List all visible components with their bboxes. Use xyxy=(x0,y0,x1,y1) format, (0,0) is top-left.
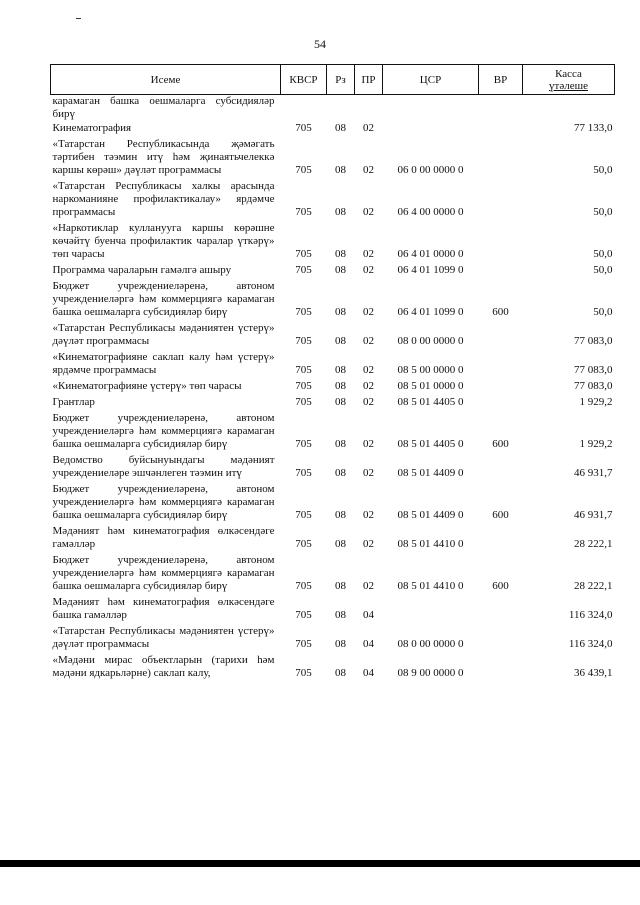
row-name: «Мәдәни мирас объектларын (тарихи һәм мәдәни ядкарьләрне) саклап калу, xyxy=(52,654,275,679)
row-name: Ведомство буйсынуындагы мәдәният учреждениеләре эшчәнлеген тәэмин итү xyxy=(52,454,275,479)
row-kvsr xyxy=(281,95,327,123)
row-csr: 06 4 00 0000 0 xyxy=(397,206,464,218)
row-pr: 04 xyxy=(363,667,374,679)
row-kvsr: 705 xyxy=(295,206,312,218)
row-csr: 08 5 01 4405 0 xyxy=(397,396,464,408)
header-kvsr: КВСР xyxy=(281,65,327,95)
row-csr: 08 5 01 4410 0 xyxy=(397,538,464,550)
row-name: «Татарстан Республикасында җәмәгать тәртибен тәэмин итү һәм җинаятьчелеккә каршы көрәш» дәүләт программасы xyxy=(52,138,275,176)
row-amount: 28 222,1 xyxy=(574,538,613,550)
row-rz: 08 xyxy=(335,248,346,260)
row-vr xyxy=(479,396,523,412)
row-kvsr: 705 xyxy=(295,638,312,650)
row-kvsr: 705 xyxy=(295,335,312,347)
row-amount: 46 931,7 xyxy=(574,467,613,479)
row-rz: 08 xyxy=(335,164,346,176)
row-pr: 02 xyxy=(363,335,374,347)
row-name: Бюджет учреждениеләренә, автоном учреждениеләргә һәм коммерциягә карамаган башка оешмаларга субсидияләр бирү xyxy=(52,554,275,592)
row-kvsr: 705 xyxy=(295,538,312,550)
row-rz: 08 xyxy=(335,335,346,347)
row-amount: 50,0 xyxy=(593,206,613,218)
row-kvsr: 705 xyxy=(295,609,312,621)
row-name: Кинематография xyxy=(52,122,132,134)
row-amount: 116 324,0 xyxy=(568,609,613,621)
row-amount: 77 083,0 xyxy=(574,380,613,392)
row-kvsr: 705 xyxy=(295,509,312,521)
row-kvsr: 705 xyxy=(295,396,312,408)
row-csr: 08 5 00 0000 0 xyxy=(397,364,464,376)
row-pr xyxy=(355,95,383,123)
row-amount: 50,0 xyxy=(593,248,613,260)
row-name: «Кинематографияне саклап калу һәм үстерү» ярдәмче программасы xyxy=(52,351,275,376)
row-pr: 02 xyxy=(363,122,374,134)
row-amount: 77 133,0 xyxy=(574,122,613,134)
row-pr: 02 xyxy=(363,380,374,392)
row-csr: 08 5 01 4410 0 xyxy=(397,580,464,592)
row-amount: 77 083,0 xyxy=(574,335,613,347)
row-rz: 08 xyxy=(335,264,346,276)
row-vr: 600 xyxy=(492,509,509,521)
row-amount: 28 222,1 xyxy=(574,580,613,592)
page-number: 54 xyxy=(314,37,326,51)
row-amount: 116 324,0 xyxy=(568,638,613,650)
row-rz: 08 xyxy=(335,206,346,218)
row-rz: 08 xyxy=(335,638,346,650)
table-row xyxy=(51,280,615,322)
table-row xyxy=(51,351,615,380)
table-row xyxy=(51,654,615,683)
row-pr: 02 xyxy=(363,396,374,408)
header-vr: ВР xyxy=(479,65,523,95)
row-csr: 08 5 01 4409 0 xyxy=(397,467,464,479)
row-amount: 50,0 xyxy=(593,264,613,276)
header-rz: Рз xyxy=(327,65,355,95)
table-row xyxy=(51,412,615,454)
row-rz: 08 xyxy=(335,396,346,408)
row-pr: 02 xyxy=(363,248,374,260)
row-csr xyxy=(383,596,479,625)
row-vr xyxy=(479,138,523,180)
row-rz xyxy=(327,95,355,123)
row-kvsr: 705 xyxy=(295,364,312,376)
scan-mark xyxy=(76,18,81,19)
row-name: «Наркотиклар кулланууга каршы көрәшне көчәйтү буенча профилактик чаралар үткәрү» төп чарасы xyxy=(52,222,275,260)
row-name: Бюджет учреждениеләренә, автоном учреждениеләргә һәм коммерциягә карамаган башка оешмаларга субсидияләр бирү xyxy=(52,280,275,318)
row-vr xyxy=(479,525,523,554)
table-row xyxy=(51,483,615,525)
row-vr xyxy=(479,625,523,654)
row-kvsr: 705 xyxy=(295,667,312,679)
header-kassa-line2: үтәлеше xyxy=(549,79,588,92)
header-kassa-line1: Касса xyxy=(555,67,582,80)
row-name: «Татарстан Республикасы мәдәниятен үстерү» дәүләт программасы xyxy=(52,625,275,650)
row-amount: 77 083,0 xyxy=(574,364,613,376)
row-vr: 600 xyxy=(492,306,509,318)
row-pr: 02 xyxy=(363,364,374,376)
row-name: Мәдәният һәм кинематография өлкәсендәге гамәлләр xyxy=(52,525,275,550)
row-kvsr: 705 xyxy=(295,164,312,176)
row-rz: 08 xyxy=(335,580,346,592)
row-rz: 08 xyxy=(335,509,346,521)
row-vr xyxy=(479,264,523,280)
row-kvsr: 705 xyxy=(295,264,312,276)
row-rz: 08 xyxy=(335,122,346,134)
table-row xyxy=(51,264,615,280)
row-rz: 08 xyxy=(335,609,346,621)
row-pr: 02 xyxy=(363,438,374,450)
row-kvsr: 705 xyxy=(295,248,312,260)
row-pr: 02 xyxy=(363,538,374,550)
scan-bottom-band xyxy=(0,860,640,867)
row-csr: 08 5 01 0000 0 xyxy=(397,380,464,392)
row-kvsr: 705 xyxy=(295,380,312,392)
table-row xyxy=(51,554,615,596)
row-name: Мәдәният һәм кинематография өлкәсендәге башка гамәлләр xyxy=(52,596,275,621)
row-csr: 06 4 01 1099 0 xyxy=(397,306,464,318)
row-pr: 02 xyxy=(363,509,374,521)
row-kvsr: 705 xyxy=(295,438,312,450)
row-amount: 50,0 xyxy=(593,306,613,318)
row-vr xyxy=(479,654,523,683)
row-name: «Татарстан Республикасы халкы арасында наркоманияне профилактикалау» ярдәмче программасы xyxy=(52,180,275,218)
row-vr xyxy=(479,95,523,123)
table-row xyxy=(51,322,615,351)
table-row xyxy=(51,138,615,180)
row-rz: 08 xyxy=(335,364,346,376)
table-row xyxy=(51,222,615,264)
row-vr xyxy=(479,454,523,483)
row-rz: 08 xyxy=(335,380,346,392)
row-amount: 46 931,7 xyxy=(574,509,613,521)
row-csr: 08 5 01 4405 0 xyxy=(397,438,464,450)
row-name: карамаган башка оешмаларга субсидияләр бирү xyxy=(52,95,275,120)
header-kassa xyxy=(523,65,615,95)
row-rz: 08 xyxy=(335,438,346,450)
row-rz: 08 xyxy=(335,467,346,479)
row-name: Бюджет учреждениеләренә, автоном учреждениеләргә һәм коммерциягә карамаган башка оешмаларга субсидияләр бирү xyxy=(52,412,275,450)
header-csr: ЦСР xyxy=(383,65,479,95)
row-csr: 06 4 01 0000 0 xyxy=(397,248,464,260)
row-rz: 08 xyxy=(335,538,346,550)
table-row xyxy=(51,596,615,625)
row-csr: 06 0 00 0000 0 xyxy=(397,164,464,176)
row-csr: 08 0 00 0000 0 xyxy=(397,335,464,347)
table-row xyxy=(51,95,615,123)
row-pr: 04 xyxy=(363,638,374,650)
row-vr xyxy=(479,380,523,396)
row-csr xyxy=(383,95,479,123)
row-pr: 02 xyxy=(363,206,374,218)
table-row xyxy=(51,380,615,396)
row-pr: 02 xyxy=(363,164,374,176)
row-vr: 600 xyxy=(492,580,509,592)
row-csr: 08 5 01 4409 0 xyxy=(397,509,464,521)
row-name: «Татарстан Республикасы мәдәниятен үстерү» дәүләт программасы xyxy=(52,322,275,347)
row-name: Бюджет учреждениеләренә, автоном учреждениеләргә һәм коммерциягә карамаган башка оешмаларга субсидияләр бирү xyxy=(52,483,275,521)
row-csr: 08 9 00 0000 0 xyxy=(397,667,464,679)
row-kvsr: 705 xyxy=(295,580,312,592)
header-pr: ПР xyxy=(355,65,383,95)
table-row xyxy=(51,454,615,483)
row-vr xyxy=(479,351,523,380)
table-row xyxy=(51,396,615,412)
table-row xyxy=(51,525,615,554)
budget-table xyxy=(50,64,615,683)
row-rz: 08 xyxy=(335,667,346,679)
row-name: «Кинематографияне үстерү» төп чарасы xyxy=(52,380,242,392)
row-vr: 600 xyxy=(492,438,509,450)
row-amount: 36 439,1 xyxy=(574,667,613,679)
table-header-row xyxy=(51,65,615,95)
row-pr: 02 xyxy=(363,580,374,592)
table-row xyxy=(51,180,615,222)
row-amount xyxy=(523,95,615,123)
row-csr: 08 0 00 0000 0 xyxy=(397,638,464,650)
row-vr xyxy=(479,222,523,264)
row-pr: 02 xyxy=(363,306,374,318)
row-pr: 02 xyxy=(363,467,374,479)
row-name: Программа чараларын гамәлгә ашыру xyxy=(52,264,232,276)
table-row xyxy=(51,625,615,654)
row-vr xyxy=(479,322,523,351)
row-kvsr: 705 xyxy=(295,122,312,134)
row-pr: 02 xyxy=(363,264,374,276)
row-kvsr: 705 xyxy=(295,306,312,318)
table-row xyxy=(51,122,615,138)
row-csr xyxy=(383,122,479,138)
row-amount: 1 929,2 xyxy=(579,396,613,408)
row-vr xyxy=(479,180,523,222)
row-amount: 1 929,2 xyxy=(579,438,613,450)
header-name: Исеме xyxy=(51,65,281,95)
row-kvsr: 705 xyxy=(295,467,312,479)
row-rz: 08 xyxy=(335,306,346,318)
row-vr xyxy=(479,596,523,625)
row-amount: 50,0 xyxy=(593,164,613,176)
row-pr: 04 xyxy=(363,609,374,621)
row-vr xyxy=(479,122,523,138)
row-csr: 06 4 01 1099 0 xyxy=(397,264,464,276)
row-name: Грантлар xyxy=(52,396,95,408)
